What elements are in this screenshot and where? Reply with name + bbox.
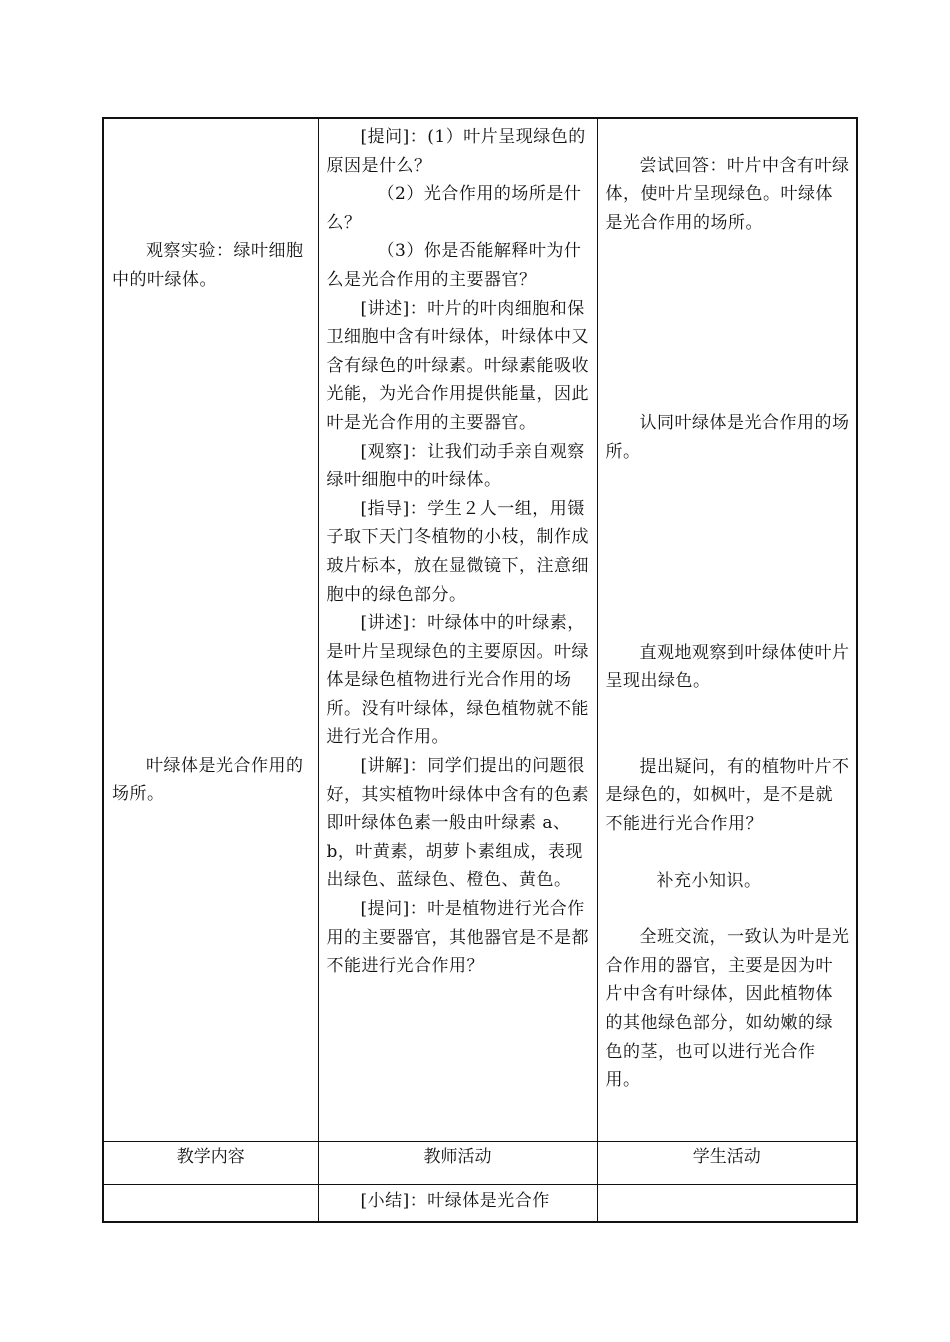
teaching-content-cell	[103, 118, 318, 1142]
student-activity-cell	[597, 118, 857, 1142]
content-chloroplast-site: 叶绿体是光合作用的场所。	[112, 755, 304, 805]
header-student-activity: 学生活动	[597, 1142, 857, 1185]
teacher-narration-2: [讲述]：叶绿体中的叶绿素，是叶片呈现绿色的主要原因。叶绿体是绿色植物进行光合作用的场所。没有叶绿体，绿色植物就不能进行光合作用。	[326, 613, 589, 748]
content-observe-experiment: 观察实验：绿叶细胞中的叶绿体。	[112, 241, 304, 290]
teacher-explanation: [讲解]：同学们提出的问题很好，其实植物叶绿体中含有的色素即叶绿体色素一般由叶绿素 a、b，叶黄素，胡萝卜素组成，表现出绿色、蓝绿色、橙色、黄色。	[326, 756, 589, 891]
teacher-question-2: （2）光合作用的场所是什么？	[326, 184, 582, 233]
continuation-content-cell	[103, 1185, 318, 1223]
teacher-activity-cell	[318, 118, 597, 1142]
teacher-question-1: [提问]：(1）叶片呈现绿色的原因是什么？	[326, 127, 586, 176]
header-teacher-activity: 教师活动	[318, 1142, 597, 1185]
teacher-narration-1: [讲述]：叶片的叶肉细胞和保卫细胞中含有叶绿体，叶绿体中又含有绿色的叶绿素。叶绿素能吸收光能，为光合作用提供能量，因此叶是光合作用的主要器官。	[326, 298, 589, 433]
continuation-student-cell	[597, 1185, 857, 1223]
student-extra-knowledge: 补充小知识。	[656, 870, 762, 891]
student-attempt-answer: 尝试回答：叶片中含有叶绿体，使叶片呈现绿色。叶绿体是光合作用的场所。	[605, 155, 850, 233]
content-row	[103, 118, 857, 1142]
teacher-question-3: （3）你是否能解释叶为什么是光合作用的主要器官？	[326, 241, 582, 290]
header-teaching-content: 教学内容	[103, 1142, 318, 1185]
continuation-row	[103, 1185, 857, 1223]
teacher-guidance: [指导]：学生２人一组，用镊子取下天门冬植物的小枝，制作成玻片标本，放在显微镜下，注意细胞中的绿色部分。	[326, 498, 589, 605]
teacher-summary: [小结]：叶绿体是光合作	[360, 1191, 550, 1211]
continuation-teacher-cell	[318, 1185, 597, 1223]
teacher-observe: [观察]：让我们动手亲自观察绿叶细胞中的叶绿体。	[326, 441, 585, 491]
teacher-question-4: [提问]：叶是植物进行光合作用的主要器官，其他器官是不是都不能进行光合作用？	[326, 899, 589, 977]
student-class-discussion: 全班交流，一致认为叶是光合作用的器官，主要是因为叶片中含有叶绿体，因此植物体的其他绿色部分，如幼嫩的绿色的茎，也可以进行光合作用。	[605, 927, 850, 1091]
student-question: 提出疑问，有的植物叶片不是绿色的，如枫叶，是不是就不能进行光合作用？	[605, 756, 850, 834]
header-row	[103, 1142, 857, 1185]
lesson-plan-table	[102, 117, 858, 1223]
student-agree: 认同叶绿体是光合作用的场所。	[605, 413, 850, 462]
student-observe-result: 直观地观察到叶绿体使叶片呈现出绿色。	[605, 642, 850, 692]
